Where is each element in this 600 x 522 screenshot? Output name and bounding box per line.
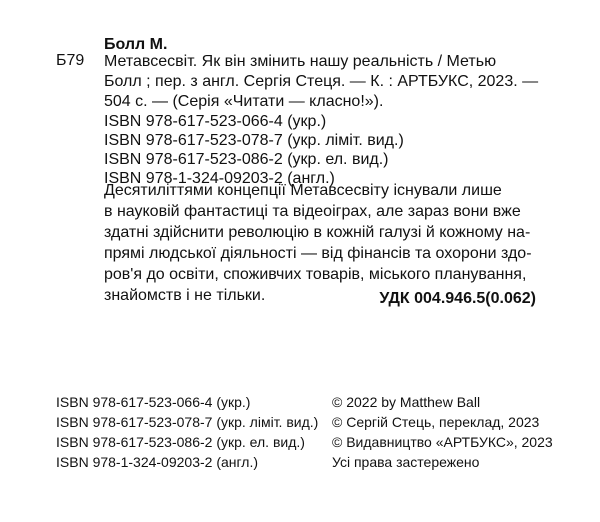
copyright-line: Усі права застережено	[332, 454, 480, 470]
annotation	[104, 180, 530, 306]
description-line: Болл ; пер. з англ. Сергія Стеця. — К. : АРТБУКС, 2023. —	[104, 73, 539, 90]
udc-code: УДК 004.946.5(0.062)	[379, 290, 536, 307]
isbn-line: ISBN 978-1-324-09203-2 (англ.)	[56, 454, 259, 470]
copyright-line: © Видавництво «АРТБУКС», 2023	[332, 434, 553, 450]
annotation-line: здатні здійснити революцію в кожній галузі й кожному на-	[104, 224, 531, 241]
isbn-line: ISBN 978-617-523-066-4 (укр.)	[56, 394, 251, 410]
isbn-line: ISBN 978-617-523-078-7 (укр. лiмiт. вид.)	[56, 414, 319, 430]
author-heading: Болл М.	[104, 36, 168, 53]
isbn-line: ISBN 978-617-523-078-7 (укр. лiмiт. вид.)	[104, 132, 404, 149]
description-line: Метавсесвіт. Як він змінить нашу реальність / Метью	[104, 53, 497, 70]
catalog-code: Б79	[56, 52, 85, 69]
annotation-line: ров'я до освіти, споживчих товарів, міського планування,	[104, 266, 527, 283]
copyright-line: © 2022 by Matthew Ball	[332, 394, 481, 410]
isbn-line: ISBN 978-617-523-086-2 (укр. ел. вид.)	[56, 434, 305, 450]
isbn-list-bottom	[56, 392, 318, 472]
description-line: 504 с. — (Серія «Читати — класно!»).	[104, 93, 384, 110]
isbn-list-top	[104, 112, 404, 188]
isbn-line: ISBN 978-1-324-09203-2 (англ.)	[104, 170, 335, 187]
annotation-line: прямі людської діяльності — від фінансів та охорони здо-	[104, 245, 532, 262]
annotation-line: знайомств і не тільки.	[104, 287, 266, 304]
bibliographic-description	[104, 52, 539, 112]
isbn-line: ISBN 978-617-523-066-4 (укр.)	[104, 113, 327, 130]
copyright-block	[332, 392, 553, 472]
annotation-line: Десятиліттями концепції Метавсесвіту існували лише	[104, 182, 502, 199]
copyright-line: © Сергій Стець, переклад, 2023	[332, 414, 540, 430]
isbn-line: ISBN 978-617-523-086-2 (укр. ел. вид.)	[104, 151, 389, 168]
annotation-line: в науковій фантастиці та відеоіграх, але зараз вони вже	[104, 203, 521, 220]
